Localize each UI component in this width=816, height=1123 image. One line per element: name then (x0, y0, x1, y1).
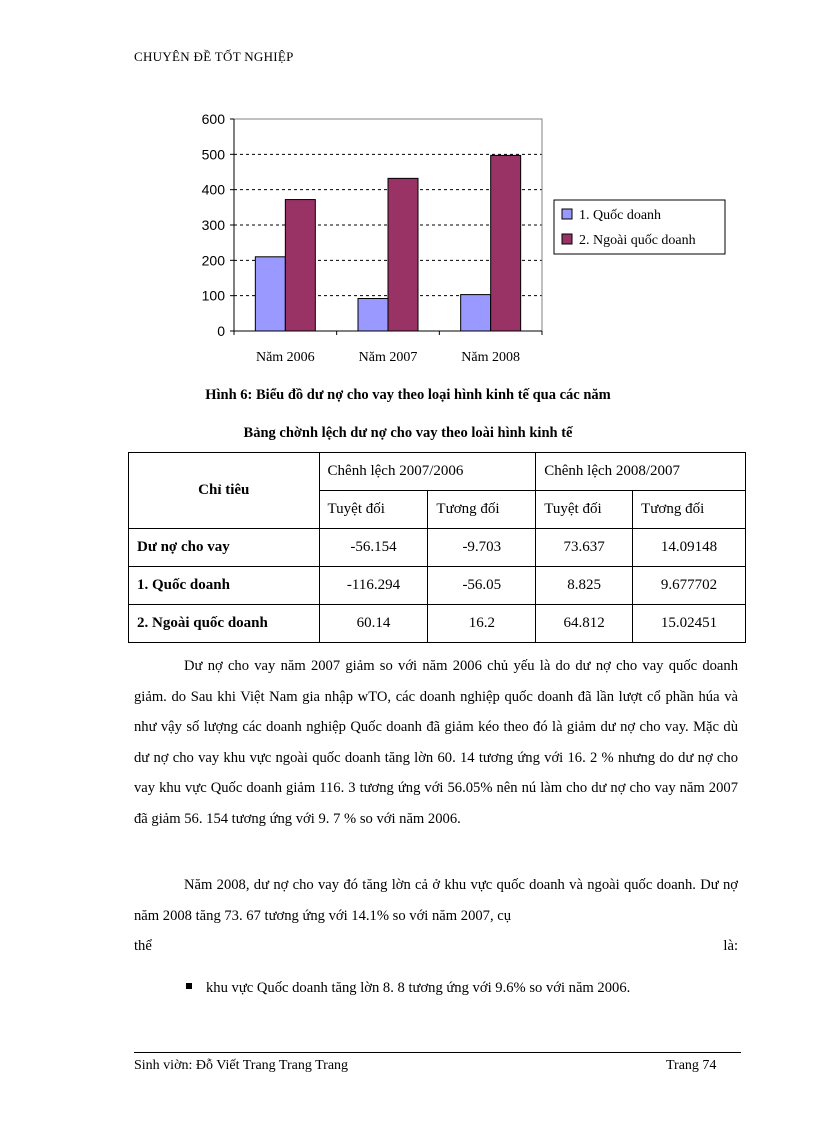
legend-label: 2. Ngoài quốc doanh (579, 233, 696, 248)
bar-1 (358, 298, 388, 331)
y-tick-label: 100 (201, 287, 225, 304)
paragraph-2-text: Năm 2008, dư nợ cho vay đó tăng lờn cả ở khu vực quốc doanh và ngoài quốc doanh. Dư nợ năm 2008 tăng 73. 67 tương ứng với 14.1% so với năm 2007, cụ (134, 877, 738, 924)
figure-caption: Hình 6: Biểu đồ dư nợ cho vay theo loại hình kinh tế qua các năm (205, 387, 611, 403)
y-tick-label: 0 (217, 323, 225, 339)
square-bullet-icon (186, 983, 192, 989)
bullet-item (186, 980, 630, 997)
bar-2 (285, 200, 315, 331)
bar-2 (491, 155, 521, 331)
header-abs-1: Tuyệt đối (319, 491, 428, 529)
table-row (129, 605, 746, 643)
table-row (129, 529, 746, 567)
x-tick-label: Năm 2006 (255, 350, 315, 365)
bar-1 (255, 257, 285, 331)
paragraph-2-end-left: thể (134, 938, 152, 954)
footer-divider (134, 1052, 741, 1053)
header-rel-2: Tương đối (633, 491, 746, 529)
paragraph-2-end-right: là: (723, 938, 738, 954)
chart-legend (554, 200, 725, 254)
cell: 60.14 (319, 605, 428, 643)
cell: 14.09148 (633, 529, 746, 567)
header-rel-1: Tương đối (428, 491, 536, 529)
cell: 8.825 (536, 567, 633, 605)
paragraph-2 (134, 870, 738, 962)
y-tick-label: 400 (201, 181, 225, 198)
header-group-2008-2007: Chênh lệch 2008/2007 (536, 453, 746, 491)
footer-author: Sinh viờn: Đỗ Viết Trang Trang Trang (134, 1058, 349, 1073)
bar-chart (190, 105, 740, 375)
table-row (129, 567, 746, 605)
legend-swatch (562, 234, 572, 244)
page-header: CHUYÊN ĐỀ TỐT NGHIỆP (134, 49, 294, 64)
y-axis (202, 111, 234, 339)
paragraph-1-text: Dư nợ cho vay năm 2007 giảm so với năm 2006 chủ yếu là do dư nợ cho vay quốc doanh giảm. do Sau khi Việt Nam gia nhập wTO, các doanh nghiệp quốc doanh đã lần lượt cổ phần húa và như vậy số lượng các doanh nghiệp Quốc doanh đã giảm kéo theo đó là giảm dư nợ cho vay. Mặc dù dư nợ cho vay khu vực ngoài quốc doanh tăng lờn 60. 14 tương ứng với 16. 2 % nhưng do dư nợ cho vay khu vực Quốc doanh giảm 116. 3 tương ứng với 56.05% nên nú làm cho dư nợ cho vay năm 2007 đã giảm 56. 154 tương ứng với 9. 7 % so với năm 2006. (134, 658, 738, 827)
legend-label: 1. Quốc doanh (579, 208, 662, 223)
cell: -56.154 (319, 529, 428, 567)
row-label: 2. Ngoài quốc doanh (129, 605, 320, 643)
cell: -9.703 (428, 529, 536, 567)
legend-swatch (562, 209, 572, 219)
bullet-text: khu vực Quốc doanh tăng lờn 8. 8 tương ứng với 9.6% so với năm 2006. (206, 980, 631, 996)
y-tick-label: 500 (201, 146, 225, 163)
cell: 73.637 (536, 529, 633, 567)
paragraph-1 (134, 651, 738, 834)
y-tick-label: 200 (201, 252, 225, 269)
header-chi-tieu: Chỉ tiêu (129, 453, 320, 529)
bar-1 (461, 295, 491, 331)
cell: 64.812 (536, 605, 633, 643)
cell: 15.02451 (633, 605, 746, 643)
cell: -56.05 (428, 567, 536, 605)
footer-page-number: Trang 74 (666, 1058, 717, 1073)
row-label: Dư nợ cho vay (129, 529, 320, 567)
header-abs-2: Tuyệt đối (536, 491, 633, 529)
paragraph-2-lastline (134, 931, 738, 962)
bar-2 (388, 178, 418, 331)
header-group-2007-2006: Chênh lệch 2007/2006 (319, 453, 536, 491)
x-axis (234, 331, 542, 365)
cell: -116.294 (319, 567, 428, 605)
y-tick-label: 600 (201, 111, 225, 127)
chart-bars (255, 155, 520, 331)
cell: 16.2 (428, 605, 536, 643)
cell: 9.677702 (633, 567, 746, 605)
comparison-table (128, 452, 746, 643)
row-label: 1. Quốc doanh (129, 567, 320, 605)
y-tick-label: 300 (201, 217, 225, 233)
table-title: Bảng chờnh lệch dư nợ cho vay theo loài hình kinh tế (243, 425, 573, 441)
x-tick-label: Năm 2007 (358, 350, 418, 365)
x-tick-label: Năm 2008 (461, 350, 521, 365)
